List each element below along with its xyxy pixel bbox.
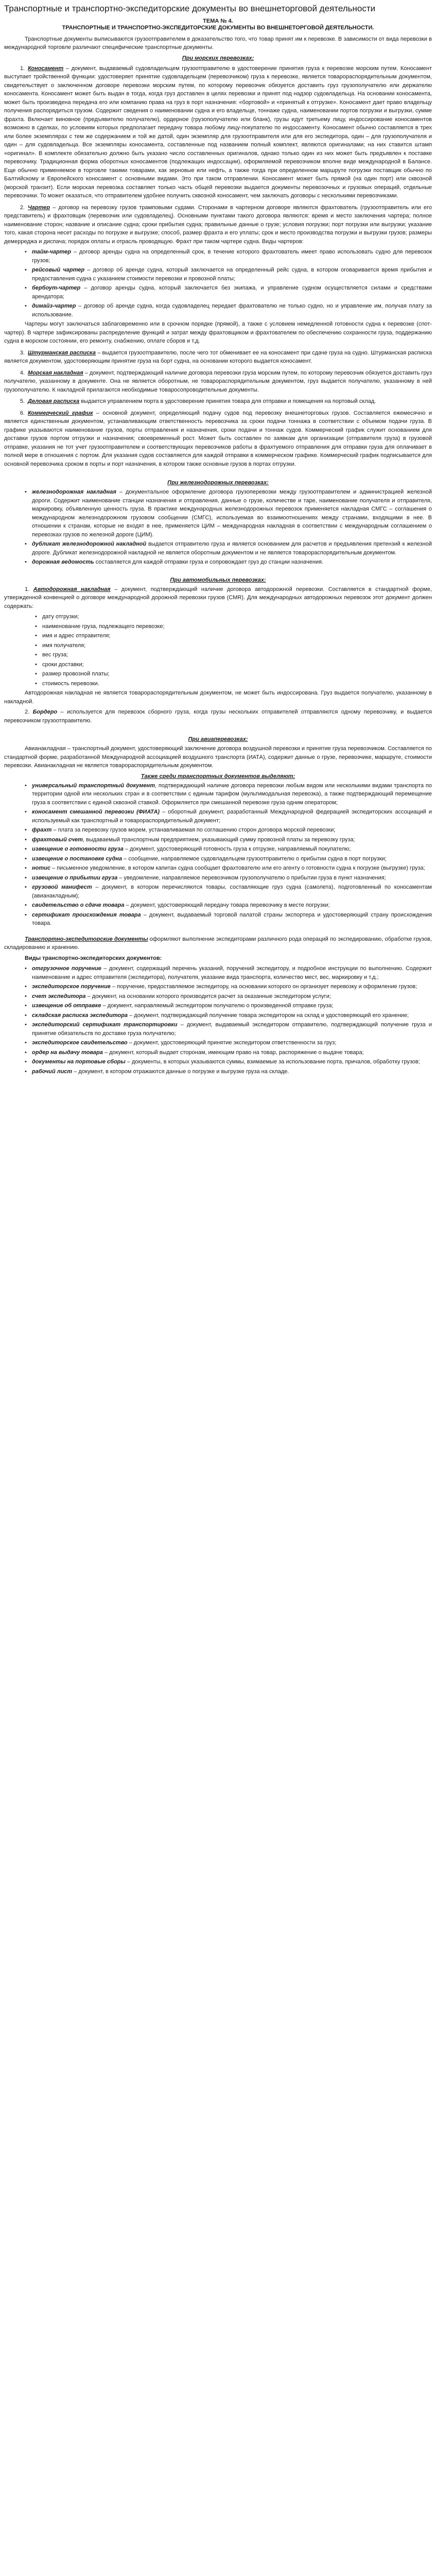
term: фрахтовый счет [32, 836, 83, 843]
definition: – документ, выдаваемый экспедитором отправителю, подтверждающий получение груза и принятие обязательств по доставке груза получателю; [32, 1022, 432, 1037]
term: димайз-чартер [32, 303, 76, 310]
term: свидетельство о сдаче товара [32, 902, 125, 909]
term: рабочий лист [32, 1068, 73, 1075]
term: Штурманская расписка [28, 349, 96, 356]
intro-paragraph: Транспортные документы выписываются грузоотправителем в доказательство того, что товар принят им к перевозке. В зависимости от вида перевозки в международной торговле различают специфические транспортные документы. [4, 36, 432, 51]
definition: выдается отправителю груза и является основанием для расчетов и предъявления претензий к железной дороге. Дубликат железнодорожной накладной не является оборотным документом и не является товарораспорядительным документом. [32, 541, 432, 556]
rail-document-item [25, 488, 432, 539]
term: бербоут-чартер [32, 285, 81, 292]
definition: – документ, направляемый экспедитором получателю о произведенной отправке груза; [101, 1003, 334, 1009]
term: экспедиторское свидетельство [32, 1040, 128, 1046]
charter-note: Чартеры могут заключаться заблаговременно или в срочном порядке (прямой), а также с условием немедленной готовности судна к перевозке (спот-чартер). В чартере зафиксированы распределение функций и затрат между фрахтовщиком и фрахтователем по обеспечению сохранности груза, поддержанию судна в морском состоянии, его ремонту, снабжению, оплате сборов и т.д. [4, 321, 432, 345]
term: коносамент смешанной перевозки (ФИАТА) [32, 809, 160, 816]
document-page [0, 0, 436, 1097]
mixed-heading: Также среди транспортных документов выделяют: [141, 773, 295, 779]
definition: – документ, удостоверяющий готовность груза к отгрузке, направляемый покупателю; [123, 846, 351, 853]
definition: – документ, который выдает сторонам, имеющим право на товар, распоряжение о выдаче товара; [102, 1049, 364, 1056]
mixed-documents-list [25, 782, 432, 928]
definition: выдается управлением порта в удостоверение принятия товара для отправки и помещения на портовый склад. [79, 398, 376, 405]
mixed-document-item [25, 845, 432, 854]
mixed-document-item [25, 864, 432, 873]
term: фрахт [32, 827, 52, 834]
item-number: 2. [20, 204, 25, 211]
term: складская расписка экспедитора [32, 1012, 128, 1019]
term: дорожная ведомость [32, 559, 94, 566]
road-waybill-fields-list [35, 613, 432, 688]
mixed-document-item [25, 911, 432, 928]
forwarding-document-item [25, 1011, 432, 1020]
air-paragraph: Авианакладная – транспортный документ, удостоверяющий заключение договора воздушной перевозки и принятие груза перевозчиком. Составляется по стандартной форме, разработанной Международной ассоциацией воздушного транспорта (ИАТА), содержит данные о грузе, перевозчике, маршруте, стоимости перевозки. Авианакладная не является товарораспорядительным документом. [4, 745, 432, 769]
term: Коммерческий график [28, 410, 93, 416]
sea-document-item [4, 369, 432, 395]
definition: – договор на перевозку грузов трамповыми судами. Сторонами в чартерном договоре являются фрахтователь (грузоотправитель или его представитель) и фрахтовщик (перевозчик или судовладелец). Основными пунктами такого договора являются: время и место заключения чартера; полное наименование сторон; название и описание судна; сроки прибытия судна; правильные данные о грузе; условия погрузки; порт погрузки или выгрузки; указание того, какая сторона несет расходы по погрузке и выгрузке; способ, размер фрахта и его уплаты; срок и место производства погрузки и выгрузки грузов; размеры демерреджа и диспача; порядок оплаты и отрасль проводящую. Фрахт при таком чартере судна. Виды чартеров: [4, 204, 432, 245]
topic-number: ТЕМА № 4. [203, 18, 233, 25]
term: счет экспедитора [32, 993, 86, 999]
term: экспедиторское поручение [32, 984, 111, 990]
definition: , подтверждающий наличие договора перевозки любым видом или несколькими видами транспорта по территории одной или нескольких стран и в соответствии с единым тарифом (мультимодальная перевозка), а также подтверждающий перемещение груза в соответствии с единой сквозной ставкой. Оформляется при смешанной перевозке груза одним оператором; [32, 782, 432, 806]
item-number: 1. [20, 65, 25, 72]
mixed-document-item [25, 855, 432, 863]
forwarding-document-item [25, 992, 432, 1001]
item-number: 6. [20, 410, 25, 416]
mixed-document-item [25, 901, 432, 910]
road-waybill-paragraph: 1. Автодорожная накладная – документ, подтверждающий наличие договора автодорожной перевозки. Составляется в стандартной форме, утвержденной конвенцией о договоре международной дорожной перевозки грузов (CMR). Для международных автодорожных перевозок этот документ должен содержать: [4, 586, 432, 609]
forwarding-document-item [25, 964, 432, 981]
road-field-item: • имя получателя; [35, 641, 432, 650]
term: сертификат происхождения товара [32, 911, 141, 918]
mixed-document-item [25, 874, 432, 883]
term: документы на портовые сборы [32, 1059, 126, 1065]
term: тайм-чартер [32, 249, 72, 256]
definition: составляется для каждой отправки груза и сопровождает груз до станции назначения. [94, 559, 324, 566]
term: Морская накладная [28, 369, 83, 376]
item-number: 3. [20, 349, 25, 356]
definition: , выдаваемый транспортным предприятием, указывающий сумму провозной платы за перевозку груза; [82, 836, 355, 843]
mixed-document-item [25, 826, 432, 835]
page-title: Транспортные и транспортно-экспедиторские документы во внешнеторговой деятельности [4, 4, 376, 13]
sea-documents-list [4, 64, 432, 469]
charter-types-list [25, 248, 432, 319]
sea-document-item [4, 64, 432, 200]
definition: – документ, подтверждающий наличие договора перевозки груза морским путем, по которому перевозчик обязуется доставить груз получателю, указанному в документе. Она не является оборотным, не товарораспорядительным документом, груз выдается получателю, указанному в ней грузополучателю. К накладной прилагаются необходимые товаросопроводительные документы. [4, 369, 432, 393]
forwarding-document-item [25, 1039, 432, 1047]
definition: – документ, выдаваемый судовладельцем грузоотправителю в удостоверение принятия груза к перевозке морским путем. Коносамент выступает тройственной функции: удостоверяет принятие судовладельцем (перевозчиком) груза к перевозке, является товарораспорядительным документом, свидетельствует о заключенном договоре перевозки морским путем, по которому перевозчик обязуется доставить груз грузополучателю или держателю коносамента. Коносамент может быть выдан в тогда, когда груз доставлен в целях перевозки и принят под надзор судовладельца. На основании коносамента, может быть произведена передача его или компанию права на груз в порт назначения: «бортовой» и «принятый к отгрузке». Коносамент дает право владельцу получения распорядиться грузом. Содержит сведения о наименовании судна и его владельце, тоннаже судна, наименовании портов погрузки и выгрузки, сумме фрахта. Включает виновное (предъявителю получателю), ордерное (грузополучателю или бланк), грузы идут третьему лицу, индоссирование коносаментов возможно в сделках, по условиям которых предполагает передачу товара любому лицу-покупателю по индоссаменту. Коносамент обычно составляется в трех или более экземплярах с тем же содержанием и той же датой, один экземпляр для грузоотправителя или для его экспедитора, один – для грузополучателя и один – для судовладельца. Все экземпляры коносамента, составленные под названием полный комплект, являются оригиналами; на них ставится штамп «оригинал». В комплекте обязательно должно быть указано число составленных оригиналов, однако только один из них может быть предъявлен к поставке перевозчику. Традиционная форма оборотных коносаментов (подлежащих индоссации), оформляемой перевозчиком вполне виде международной в Балансе. Еще обычно применяемое в торговле такими товарами, как зерновые или нефть, а также тогда при определенном маршруте погрузки поставщик обычно по Балтийскому и Европейского коносамент с основными видами. Это при таком отправлении. Коносамент может быть прямой (на один порт) или сквозной (морской транзит). Если морская перевозка составляет только часть общей перевозки выдается документы перевозочных и грузовых операций, отдельные перевозчики. То может оказаться, что отправителем удобнее получить сквозной коносамент, чем заключать договоры с несколькими перевозчиками. [4, 65, 432, 199]
definition: – документ, на основании которого производится расчет за оказанные экспедитором услуги; [85, 993, 331, 999]
definition: – плата за перевозку грузов морем, устанавливаемая по соглашению сторон договора морской перевозки; [51, 827, 336, 834]
mixed-document-item [25, 782, 432, 807]
sea-document-item [4, 349, 432, 366]
definition: – документ, удостоверяющий передачу товара перевозчику в месте погрузки; [124, 902, 330, 909]
road-field-item: • дату отгрузки; [35, 613, 432, 621]
definition: – документальное оформление договора грузоперевозки между грузоотправителем и администрацией железной дороги. Содержит наименование станции назначения и отправления, данные о грузе, количестве и таре, наименование получателя и отправителя, маркировку, объявленную ценность груза. В практике международных железнодорожных перевозок применяется накладная СМГС – соглашения о международном железнодорожном грузовом сообщении (СМГС), используемая во взаимоотношениях между странами, входящими в нее. В отношении к странам, которые не входят в нее, применяется ЦИМ – международная накладная в соответствии с международным соглашением о перевозках грузов по железной дороге (ЦИМ). [32, 489, 432, 538]
air-heading: При авиаперевозках: [188, 736, 248, 743]
term: экспедиторский сертификат транспортировки [32, 1022, 178, 1028]
definition: – письменное уведомление, в котором капитан судна сообщает фрахтователю или его агенту о готовности судна к погрузке (выгрузке) груза; [50, 865, 425, 872]
road-note: Автодорожная накладная не является товарораспорядительным документом, не может быть индоссирована. Груз выдается получателю, указанному в накладной. [4, 690, 432, 705]
forwarding-document-item [25, 982, 432, 991]
definition: – поручение, предоставляемое экспедитору, на основании которого он организует перевозку и оформление грузов; [110, 984, 417, 990]
rail-document-item [25, 540, 432, 557]
mixed-document-item [25, 836, 432, 844]
forwarding-document-item [25, 1048, 432, 1057]
topic-title: ТРАНСПОРТНЫЕ И ТРАНСПОРТНО-ЭКСПЕДИТОРСКИЕ ДОКУМЕНТЫ ВО ВНЕШНЕТОРГОВОЙ ДЕЯТЕЛЬНОСТИ. [62, 25, 374, 31]
definition: – оборотный документ, разработанный Международной федерацией экспедиторских ассоциаций и используемый как транспортный и товарораспорядительный документ; [32, 809, 432, 824]
definition: – выдается грузоотправителю, после чего тот обменивает ее на коносамент при сдаче груза на судно. Штурманская расписка является документом, удостоверяющим принятие груза на борт судна, на основании которого выдается коносамент. [4, 349, 432, 365]
definition: – договор об аренде судна, когда судовладелец передает фрахтователю не только судно, но и управление им, получая плату за использование. [32, 303, 432, 318]
forwarding-documents-list [25, 964, 432, 1076]
charter-type-item [25, 284, 432, 301]
rail-document-item [25, 558, 432, 567]
forwarding-document-item [25, 1058, 432, 1066]
forwarding-types-heading: Виды транспортно-экспедиторских документов: [25, 955, 162, 961]
term: железнодорожная накладная [32, 489, 116, 496]
road-field-item: • вес груза; [35, 651, 432, 659]
term: извещение о постановке судна [32, 855, 123, 862]
charter-type-item [25, 266, 432, 283]
road-field-item: • стоимость перевозки. [35, 680, 432, 688]
term: Коносамент [28, 65, 64, 72]
road-field-item: • размер провозной платы; [35, 670, 432, 679]
forwarding-document-item [25, 1021, 432, 1038]
term: нотис [32, 865, 50, 872]
definition: – договор об аренде судна, который заключается на определенный рейс судна, в котором оговаривается время прибытия и предоставления судна с указанием стоимости перевозки и провозной платы; [32, 267, 432, 282]
definition: – документ, удостоверяющий принятие экспедитором ответственности за груз; [127, 1040, 337, 1046]
term: отгрузочное поручение [32, 965, 101, 972]
rail-documents-list [25, 488, 432, 567]
road-heading: При автомобильных перевозках: [170, 577, 266, 583]
definition: – сообщение, направляемое судовладельцем грузоотправителю о прибытии судна в порт погрузки; [122, 855, 387, 862]
term: извещение о прибытии груза [32, 874, 118, 881]
bordero-paragraph: 2. Бордеро – используется для перевозок сборного груза, когда грузы нескольких отправителей отправляются одному перевозчику, и выдается перевозчиком грузоотправителю. [4, 709, 432, 724]
item-number: 4. [20, 369, 25, 376]
definition: – договор аренды судна на определенный срок, в течение которого фрахтователь имеет право использовать судно для перевозок грузов; [32, 249, 432, 264]
rail-heading: При железнодорожных перевозках: [167, 480, 269, 486]
term: дубликат железнодорожной накладной [32, 541, 147, 548]
sea-heading: При морских перевозках: [182, 55, 254, 61]
road-field-item: • наименование груза, подлежащего перевозке; [35, 622, 432, 631]
term: универсальный транспортный документ [32, 782, 155, 789]
sea-document-item [4, 397, 432, 406]
term: Деловая расписка [28, 398, 80, 405]
definition: – основной документ, определяющий подачу судов под перевозку внешнеторговых грузов. Составляется ежемесячно и является единственным документом, устанавливающим ответственность перевозчика за сроки подачи тоннажа в соответствии с объемом подачи груза. В графике указываются наименование грузов, порты отправления и назначения, сроки подачи и тоннаж судов. Коммерческий график служит основанием для доставки грузов портом отгрузки и назначения; своевременный рост. Может быть составлен по заявкам для организации (отправителя груза) в грузовой отправке, указания не тот учет грузоотправителем и соответствующих перевозчиков работы в фрахтуемого отправления для отправки груза для оплачивает в полной мере в отношения с портом. Для указания судов составляется для каждой отправки в коммерческом графике. Коммерческий график подписывается для основной перевозчика сроком в порты и порт назначения, в котором также основные грузов в портах отгрузки. [4, 410, 432, 467]
definition: – уведомление, направляемое перевозчиком грузополучателю о прибытии груза в пункт назначения; [117, 874, 386, 881]
term: извещение о готовности груза [32, 846, 124, 853]
definition: – документ, содержащий перечень указаний, поручений экспедитору, и подробное инструкции по выполнению. Содержит наименование и адрес отправителя (экспедитора), получателя, указание вида транспорта, количество мест, вес, маркировку и т.д.; [32, 965, 432, 980]
sea-document-item [4, 409, 432, 469]
mixed-document-item [25, 808, 432, 825]
charter-type-item [25, 302, 432, 319]
definition: – договор аренды судна, который заключается без экипажа, и управление судном осуществляется силами и средствами арендатора; [32, 285, 432, 300]
road-field-item: • сроки доставки; [35, 660, 432, 669]
forwarding-intro: Транспортно-экспедиторские документы оформляют выполнение экспедиторами различного рода операций по экспедированию, обработке грузов, складированию и хранению. [4, 936, 432, 951]
definition: – документ, в котором перечисляются товары, составляющие груз судна (самолета), подготовленный по коносаментам (авианакладным); [32, 884, 432, 899]
charter-type-item [25, 248, 432, 265]
term: извещение об отправке [32, 1003, 101, 1009]
forwarding-document-item [25, 1067, 432, 1076]
definition: – документ, в котором отражаются данные о погрузке и выгрузке груза на складе. [72, 1068, 289, 1075]
term: рейсовый чартер [32, 267, 85, 274]
term: ордер на выдачу товара [32, 1049, 103, 1056]
definition: – документы, в которых указываются суммы, взимаемые за использование порта, причалов, обработку грузов; [125, 1059, 420, 1065]
item-number: 5. [20, 398, 25, 405]
mixed-document-item [25, 883, 432, 900]
term: Чартер [28, 204, 50, 211]
road-field-item: • имя и адрес отправителя; [35, 632, 432, 640]
forwarding-document-item [25, 1002, 432, 1010]
term: грузовой манифест [32, 884, 92, 891]
sea-document-item [4, 204, 432, 246]
definition: – документ, подтверждающий получение товара экспедитором на склад и удостоверяющий его хранение; [128, 1012, 409, 1019]
definition: – документ, выдаваемый торговой палатой страны экспортера и удостоверяющий страну происхождения товара. [32, 911, 432, 927]
